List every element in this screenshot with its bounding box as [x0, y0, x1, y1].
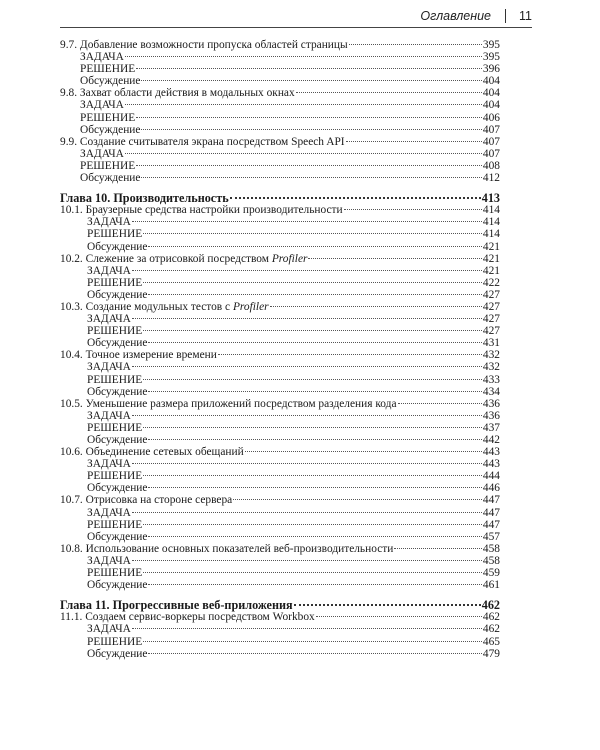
- toc-entry-page: 395: [482, 39, 500, 51]
- dot-leader: [143, 524, 482, 525]
- toc-sub-entry[interactable]: [60, 555, 500, 567]
- running-head: [60, 9, 532, 23]
- toc-entry-label: 10.2. Слежение за отрисовкой посредством Profiler: [60, 252, 308, 265]
- toc-entry-label: Обсуждение: [87, 240, 148, 253]
- toc-entry-label: Обсуждение: [87, 530, 148, 543]
- toc-entry-label: 9.8. Захват области действия в модальных окнах: [60, 87, 295, 100]
- toc-entry-label: РЕШЕНИЕ: [87, 325, 143, 338]
- toc-sub-entry[interactable]: [60, 636, 500, 648]
- toc-entry-page: 437: [482, 421, 500, 434]
- dot-leader: [148, 294, 481, 295]
- dot-leader: [125, 153, 482, 154]
- dot-leader: [132, 415, 482, 416]
- toc-entry-page: 396: [482, 63, 500, 76]
- toc-entry-page: 427: [482, 300, 500, 313]
- dot-leader: [132, 463, 482, 464]
- toc-entry-label: 9.7. Добавление возможности пропуска областей страницы: [60, 39, 348, 51]
- toc-entry-label: Обсуждение: [87, 482, 148, 495]
- dot-leader: [294, 604, 481, 606]
- dot-leader: [132, 221, 482, 222]
- toc-section-entry[interactable]: [60, 87, 500, 99]
- dot-leader: [346, 141, 482, 142]
- dot-leader: [143, 233, 482, 234]
- toc-entry-page: 395: [482, 51, 500, 64]
- toc-entry-page: 458: [482, 554, 500, 567]
- toc-entry-label: 10.1. Браузерные средства настройки производительности: [60, 204, 343, 217]
- dot-leader: [143, 475, 482, 476]
- toc-entry-label: РЕШЕНИЕ: [80, 111, 136, 124]
- toc-entry-label: ЗАДАЧА: [87, 216, 131, 229]
- toc-entry-label: Обсуждение: [87, 288, 148, 301]
- dot-leader: [148, 439, 481, 440]
- toc-entry-page: 459: [482, 567, 500, 580]
- toc-sub-entry[interactable]: [60, 648, 500, 660]
- dot-leader: [143, 641, 482, 642]
- toc-sub-entry[interactable]: [60, 470, 500, 482]
- toc-entry-label: РЕШЕНИЕ: [87, 276, 143, 289]
- toc-sub-entry[interactable]: [60, 63, 500, 75]
- toc-section-entry[interactable]: [60, 136, 500, 148]
- toc-entry-label: 10.5. Уменьшение размера приложений посредством разделения кода: [60, 397, 397, 410]
- toc-sub-entry[interactable]: [60, 623, 500, 635]
- toc-entry-page: 462: [481, 598, 500, 613]
- toc-section-entry[interactable]: [60, 204, 500, 216]
- toc-section-entry[interactable]: [60, 349, 500, 361]
- toc-entry-label: 9.9. Создание считывателя экрана посредством Speech API: [60, 135, 345, 148]
- toc-entry-label: ЗАДАЧА: [80, 147, 124, 160]
- toc-entry-page: 432: [482, 349, 500, 362]
- dot-leader: [141, 129, 481, 130]
- toc-entry-page: 447: [482, 494, 500, 507]
- toc-sub-entry[interactable]: [60, 567, 500, 579]
- toc-entry-page: 457: [482, 530, 500, 543]
- toc-entry-page: 458: [482, 542, 500, 555]
- toc-sub-entry[interactable]: [60, 374, 500, 386]
- toc-entry-page: 427: [482, 288, 500, 301]
- toc-entry-label: РЕШЕНИЕ: [87, 567, 143, 580]
- dot-leader: [132, 560, 482, 561]
- toc-sub-entry[interactable]: [60, 337, 500, 349]
- dot-leader: [148, 487, 481, 488]
- toc-entry-page: 465: [482, 635, 500, 648]
- toc-sub-entry[interactable]: [60, 216, 500, 228]
- toc-section-entry[interactable]: [60, 398, 500, 410]
- toc-entry-page: 436: [482, 397, 500, 410]
- toc-entry-page: 421: [482, 252, 500, 265]
- toc-section-entry[interactable]: [60, 446, 500, 458]
- dot-leader: [143, 379, 482, 380]
- toc-entry-page: 433: [482, 373, 500, 386]
- toc-entry-page: 421: [482, 240, 500, 253]
- dot-leader: [143, 330, 482, 331]
- toc-entry-label: ЗАДАЧА: [80, 99, 124, 112]
- toc-sub-entry[interactable]: [60, 160, 500, 172]
- dot-leader: [245, 451, 482, 452]
- toc-entry-label: 10.6. Объединение сетевых обещаний: [60, 446, 244, 459]
- dot-leader: [398, 403, 482, 404]
- toc-entry-label: Обсуждение: [80, 123, 141, 136]
- dot-leader: [143, 572, 482, 573]
- dot-leader: [148, 246, 481, 247]
- toc-entry-label: 10.7. Отрисовка на стороне сервера: [60, 494, 233, 507]
- toc-entry-label: Обсуждение: [80, 75, 141, 88]
- running-head-title: Оглавление: [420, 9, 492, 23]
- toc-sub-entry[interactable]: [60, 325, 500, 337]
- toc-entry-label: РЕШЕНИЕ: [87, 228, 143, 241]
- toc-chapter-entry[interactable]: [60, 192, 500, 204]
- toc-sub-entry[interactable]: [60, 458, 500, 470]
- toc-entry-label: Обсуждение: [87, 579, 148, 592]
- toc-sub-entry[interactable]: [60, 75, 500, 87]
- toc-entry-page: 414: [482, 216, 500, 229]
- dot-leader: [270, 306, 482, 307]
- toc-entry-page: 404: [482, 87, 500, 100]
- dot-leader: [141, 177, 481, 178]
- page-number: 11: [519, 9, 532, 23]
- toc-entry-page: 447: [482, 506, 500, 519]
- toc-chapter-entry[interactable]: [60, 599, 500, 611]
- dot-leader: [132, 366, 482, 367]
- toc-entry-label: РЕШЕНИЕ: [80, 159, 136, 172]
- toc-entry-page: 444: [482, 470, 500, 483]
- toc-sub-entry[interactable]: [60, 241, 500, 253]
- toc-section-entry[interactable]: [60, 253, 500, 265]
- toc-entry-label: Глава 10. Производительность: [60, 191, 229, 206]
- toc-sub-entry[interactable]: [60, 313, 500, 325]
- toc-entry-label: РЕШЕНИЕ: [87, 470, 143, 483]
- toc-entry-label: РЕШЕНИЕ: [87, 373, 143, 386]
- toc-entry-page: 432: [482, 361, 500, 374]
- toc-entry-page: 427: [482, 313, 500, 326]
- toc-sub-entry[interactable]: [60, 172, 500, 184]
- dot-leader: [148, 584, 481, 585]
- dot-leader: [218, 354, 482, 355]
- toc-entry-label: Обсуждение: [87, 647, 148, 660]
- toc-sub-entry[interactable]: [60, 148, 500, 160]
- toc-entry-label: 10.3. Создание модульных тестов с Profiler: [60, 300, 269, 313]
- dot-leader: [136, 117, 482, 118]
- toc-sub-entry[interactable]: [60, 277, 500, 289]
- toc-sub-entry[interactable]: [60, 579, 500, 591]
- dot-leader: [344, 209, 482, 210]
- toc-entry-page: 462: [482, 623, 500, 636]
- toc-entry-page: 461: [482, 579, 500, 592]
- toc-entry-label: ЗАДАЧА: [87, 623, 131, 636]
- toc-entry-label: РЕШЕНИЕ: [87, 421, 143, 434]
- toc-entry-label: ЗАДАЧА: [87, 313, 131, 326]
- toc-entry-label: ЗАДАЧА: [87, 506, 131, 519]
- dot-leader: [233, 499, 482, 500]
- toc-entry-label: ЗАДАЧА: [87, 409, 131, 422]
- toc-sub-entry[interactable]: [60, 361, 500, 373]
- toc-entry-label: ЗАДАЧА: [87, 361, 131, 374]
- toc-entry-label: Обсуждение: [80, 172, 141, 185]
- toc-sub-entry[interactable]: [60, 124, 500, 136]
- toc-entry-page: 422: [482, 276, 500, 289]
- toc-entry-label: Обсуждение: [87, 434, 148, 446]
- toc-entry-label: РЕШЕНИЕ: [80, 63, 136, 76]
- toc-entry-page: 479: [482, 647, 500, 660]
- toc-entry-page: 431: [482, 337, 500, 350]
- header-rule: [60, 27, 532, 28]
- dot-leader: [143, 282, 482, 283]
- toc-entry-label: ЗАДАЧА: [87, 264, 131, 277]
- toc-entry-page: 446: [482, 482, 500, 495]
- running-head-separator: [505, 9, 506, 23]
- toc-entry-label: ЗАДАЧА: [80, 51, 124, 64]
- toc-entry-label: Обсуждение: [87, 385, 148, 398]
- toc-entry-page: 412: [482, 172, 500, 185]
- toc-entry-label: 10.8. Использование основных показателей веб-производительности: [60, 542, 394, 555]
- toc-entry-label: РЕШЕНИЕ: [87, 635, 143, 648]
- toc-entry-page: 442: [482, 434, 500, 446]
- toc-entry-page: 413: [481, 191, 500, 206]
- toc-sub-entry[interactable]: [60, 112, 500, 124]
- toc-entry-page: 421: [482, 264, 500, 277]
- toc-entry-page: 436: [482, 409, 500, 422]
- toc-sub-entry[interactable]: [60, 482, 500, 494]
- dot-leader: [394, 548, 482, 549]
- dot-leader: [148, 653, 481, 654]
- dot-leader: [132, 318, 482, 319]
- table-of-contents: [60, 39, 500, 660]
- toc-sub-entry[interactable]: [60, 422, 500, 434]
- toc-entry-page: 406: [482, 111, 500, 124]
- dot-leader: [296, 92, 482, 93]
- toc-section-entry[interactable]: [60, 494, 500, 506]
- toc-sub-entry[interactable]: [60, 519, 500, 531]
- toc-sub-entry[interactable]: [60, 228, 500, 240]
- toc-section-entry[interactable]: [60, 611, 500, 623]
- dot-leader: [132, 512, 482, 513]
- dot-leader: [136, 68, 482, 69]
- toc-entry-page: 407: [482, 135, 500, 148]
- toc-sub-entry[interactable]: [60, 51, 500, 63]
- toc-entry-page: 462: [482, 611, 500, 624]
- toc-sub-entry[interactable]: [60, 507, 500, 519]
- dot-leader: [132, 628, 482, 629]
- dot-leader: [148, 342, 481, 343]
- toc-entry-page: 447: [482, 518, 500, 531]
- toc-sub-entry[interactable]: [60, 99, 500, 111]
- dot-leader: [143, 427, 482, 428]
- toc-entry-page: 443: [482, 446, 500, 459]
- toc-section-entry[interactable]: [60, 39, 500, 51]
- dot-leader: [132, 270, 482, 271]
- toc-sub-entry[interactable]: [60, 434, 500, 446]
- toc-entry-page: 427: [482, 325, 500, 338]
- toc-entry-label: ЗАДАЧА: [87, 554, 131, 567]
- toc-entry-page: 404: [482, 75, 500, 88]
- dot-leader: [148, 391, 481, 392]
- dot-leader: [141, 80, 481, 81]
- toc-sub-entry[interactable]: [60, 410, 500, 422]
- dot-leader: [308, 258, 481, 259]
- dot-leader: [349, 44, 482, 45]
- toc-sub-entry[interactable]: [60, 265, 500, 277]
- toc-sub-entry[interactable]: [60, 386, 500, 398]
- toc-entry-page: 404: [482, 99, 500, 112]
- toc-entry-label: РЕШЕНИЕ: [87, 518, 143, 531]
- toc-entry-page: 414: [482, 228, 500, 241]
- dot-leader: [230, 197, 481, 199]
- toc-entry-label: Глава 11. Прогрессивные веб-приложения: [60, 598, 293, 613]
- toc-entry-label: 11.1. Создаем сервис-воркеры посредством Workbox: [60, 611, 315, 624]
- toc-entry-page: 434: [482, 385, 500, 398]
- dot-leader: [125, 104, 482, 105]
- toc-entry-page: 443: [482, 458, 500, 471]
- toc-entry-label: Обсуждение: [87, 337, 148, 350]
- toc-entry-label: 10.4. Точное измерение времени: [60, 349, 217, 362]
- dot-leader: [136, 165, 482, 166]
- toc-section-entry[interactable]: [60, 301, 500, 313]
- dot-leader: [125, 56, 482, 57]
- toc-entry-page: 414: [482, 204, 500, 217]
- toc-entry-page: 407: [482, 147, 500, 160]
- toc-entry-label: ЗАДАЧА: [87, 458, 131, 471]
- toc-section-entry[interactable]: [60, 543, 500, 555]
- toc-sub-entry[interactable]: [60, 531, 500, 543]
- dot-leader: [148, 536, 481, 537]
- toc-entry-page: 408: [482, 159, 500, 172]
- dot-leader: [316, 616, 482, 617]
- toc-entry-page: 407: [482, 123, 500, 136]
- toc-sub-entry[interactable]: [60, 289, 500, 301]
